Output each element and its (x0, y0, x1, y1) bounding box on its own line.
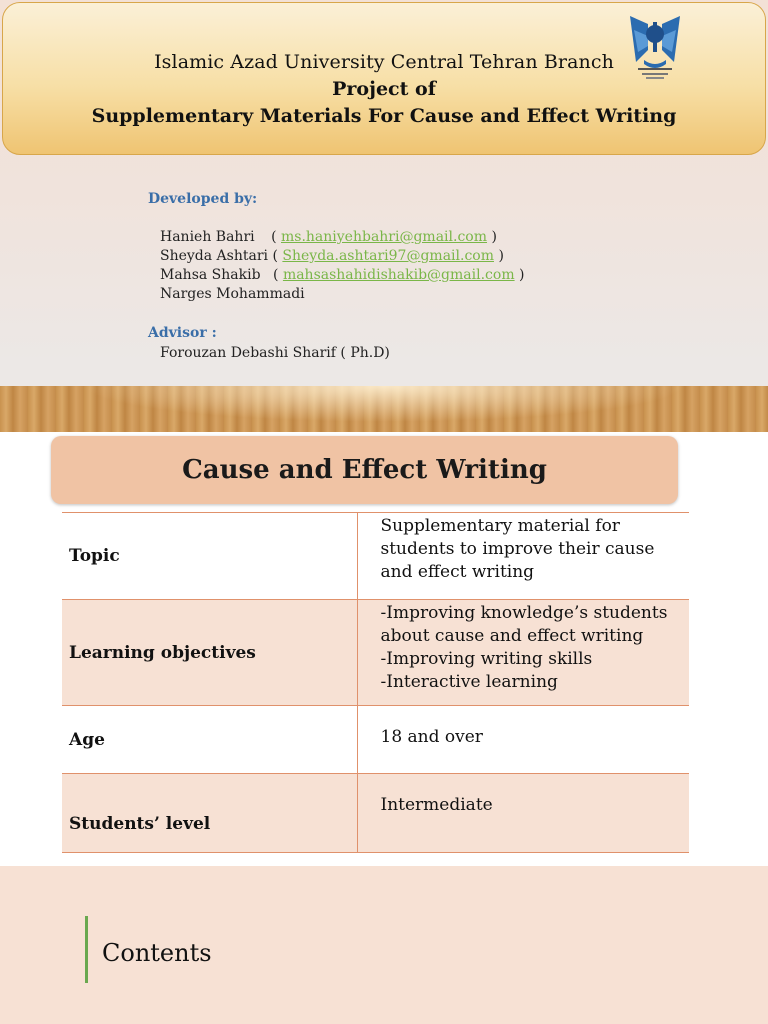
row-key: Age (62, 706, 357, 774)
accent-bar (85, 916, 88, 983)
value-line: 18 and over (380, 727, 483, 747)
contents-slide (0, 866, 768, 1024)
paren-open: ( (271, 229, 277, 245)
row-key: Topic (62, 513, 357, 600)
developer-name: Hanieh Bahri (160, 229, 255, 245)
table-row (62, 706, 689, 774)
row-value (357, 600, 689, 706)
advisor-name: Forouzan Debashi Sharif ( Ph.D) (160, 345, 390, 361)
university-emblem-icon (626, 10, 684, 82)
developer-name: Narges Mohammadi (160, 286, 305, 302)
developer-email-link[interactable]: Sheyda.ashtari97@gmail.com (282, 248, 494, 264)
paren-close: ) (519, 267, 525, 283)
value-line: Supplementary material for (380, 516, 620, 536)
row-value (357, 513, 689, 600)
developer-name: Sheyda Ashtari (160, 248, 269, 264)
value-line: Intermediate (380, 795, 493, 815)
paren-open: ( (273, 267, 279, 283)
advisor-label: Advisor : (148, 325, 217, 341)
row-key: Students’ level (62, 774, 357, 853)
project-of-label: Project of (332, 78, 436, 100)
table-row (62, 513, 689, 600)
developer-row (160, 229, 497, 245)
value-line: -Interactive learning (380, 672, 558, 692)
paren-open: ( (272, 248, 278, 264)
slide-title-banner (51, 436, 678, 504)
row-value (357, 706, 689, 774)
paren-close: ) (498, 248, 504, 264)
value-line: -Improving knowledge’s students (380, 603, 668, 623)
info-table (62, 512, 689, 853)
developer-row (160, 286, 305, 302)
table-row (62, 774, 689, 853)
developer-name: Mahsa Shakib (160, 267, 261, 283)
row-key: Learning objectives (62, 600, 357, 706)
value-line: students to improve their cause (380, 539, 655, 559)
value-line: about cause and effect writing (380, 626, 644, 646)
developer-email-link[interactable]: mahsashahidishakib@gmail.com (282, 267, 515, 283)
value-line: and effect writing (380, 562, 535, 582)
wood-floor-decoration (0, 386, 768, 432)
slide-title: Cause and Effect Writing (182, 455, 547, 485)
value-line: -Improving writing skills (380, 649, 593, 669)
developer-email-link[interactable]: ms.haniyehbahri@gmail.com (281, 229, 488, 245)
developer-row (160, 267, 525, 283)
table-row (62, 600, 689, 706)
developed-by-label: Developed by: (148, 191, 258, 207)
developer-row (160, 248, 504, 264)
paren-close: ) (491, 229, 497, 245)
university-name: Islamic Azad University Central Tehran Branch (154, 51, 614, 73)
contents-heading: Contents (102, 939, 212, 967)
title-slide (0, 0, 768, 432)
project-title: Supplementary Materials For Cause and Effect Writing (91, 105, 677, 127)
overview-slide (0, 432, 768, 866)
row-value (357, 774, 689, 853)
